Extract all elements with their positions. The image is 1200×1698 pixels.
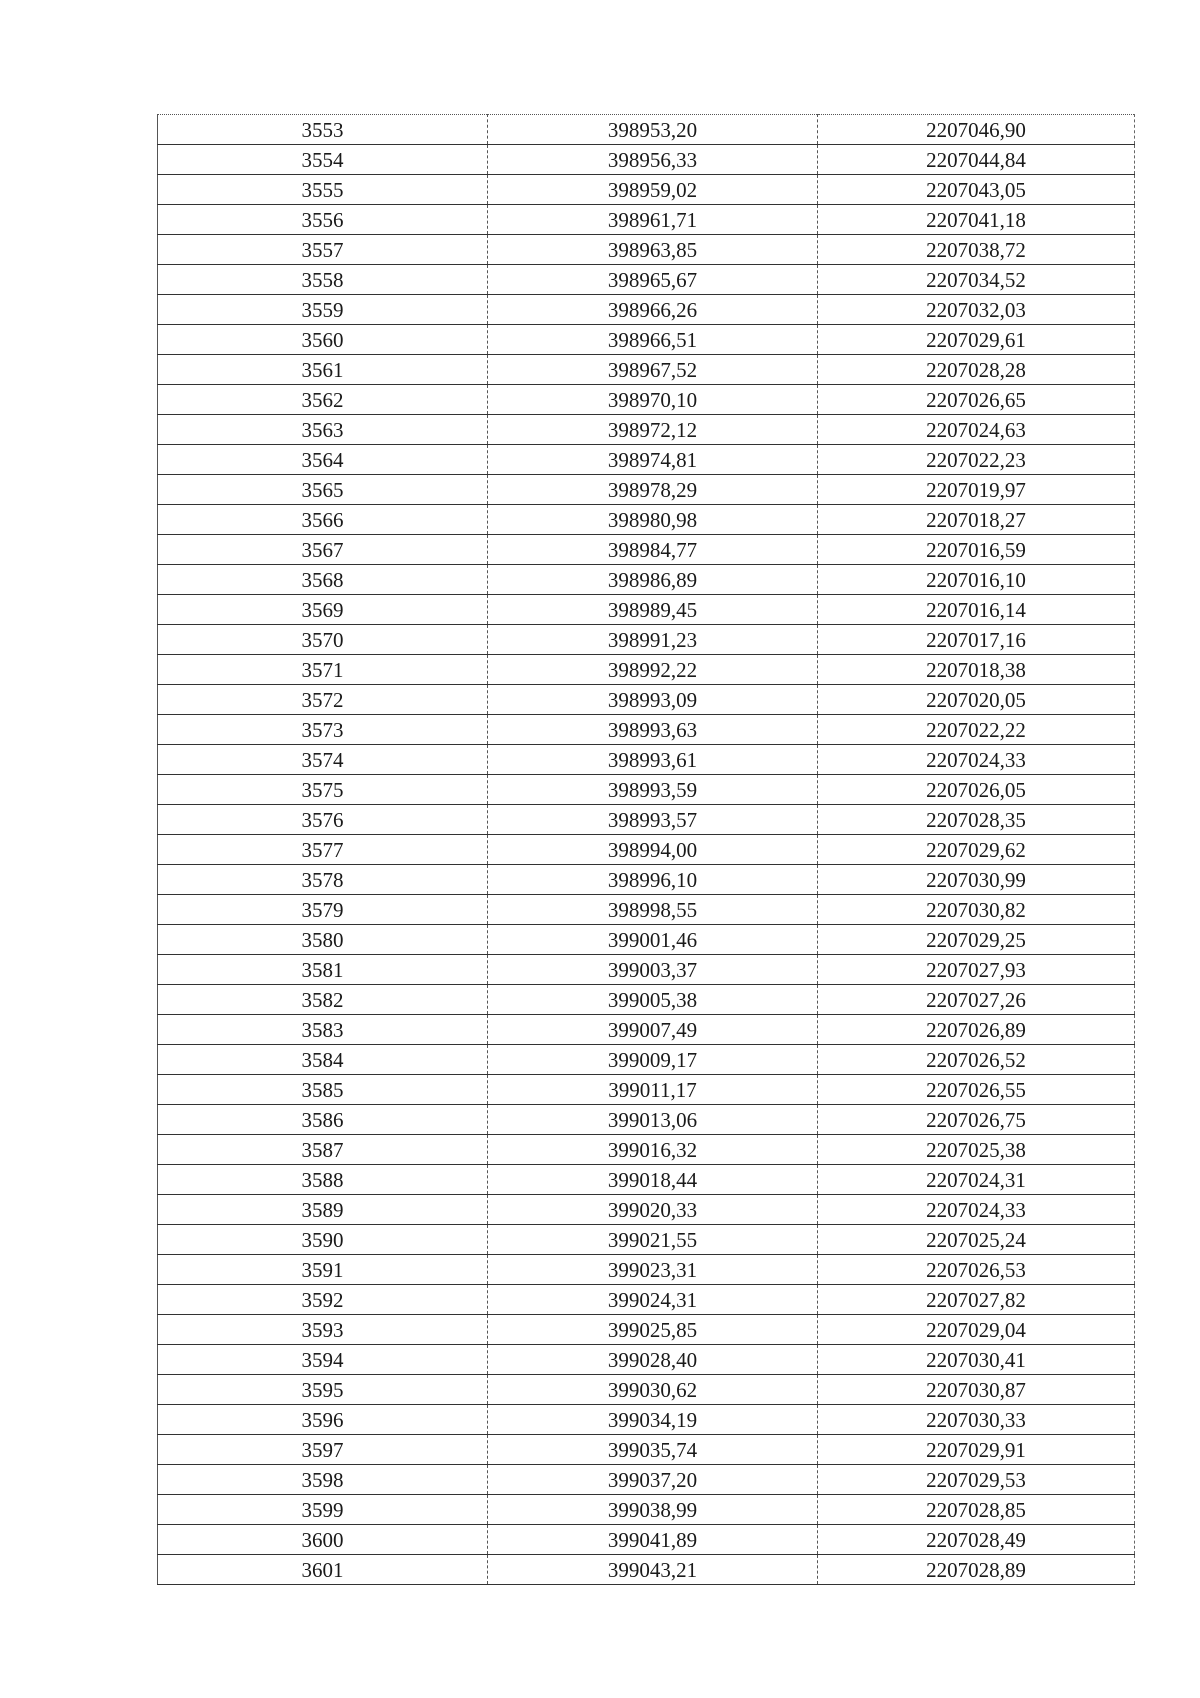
x-coordinate-cell: 399041,89 — [488, 1525, 818, 1555]
y-coordinate-cell: 2207029,61 — [818, 325, 1135, 355]
y-coordinate-cell: 2207019,97 — [818, 475, 1135, 505]
point-number-cell: 3570 — [158, 625, 488, 655]
table-row — [158, 985, 1135, 1015]
y-coordinate-cell: 2207024,63 — [818, 415, 1135, 445]
x-coordinate-cell: 399035,74 — [488, 1435, 818, 1465]
table-row — [158, 475, 1135, 505]
point-number-cell: 3590 — [158, 1225, 488, 1255]
y-coordinate-cell: 2207043,05 — [818, 175, 1135, 205]
x-coordinate-cell: 399009,17 — [488, 1045, 818, 1075]
coordinates-table — [157, 114, 1135, 1585]
x-coordinate-cell: 399020,33 — [488, 1195, 818, 1225]
table-row — [158, 505, 1135, 535]
x-coordinate-cell: 398993,09 — [488, 685, 818, 715]
y-coordinate-cell: 2207024,33 — [818, 745, 1135, 775]
x-coordinate-cell: 398984,77 — [488, 535, 818, 565]
table-row — [158, 325, 1135, 355]
x-coordinate-cell: 399003,37 — [488, 955, 818, 985]
y-coordinate-cell: 2207027,26 — [818, 985, 1135, 1015]
y-coordinate-cell: 2207026,53 — [818, 1255, 1135, 1285]
point-number-cell: 3586 — [158, 1105, 488, 1135]
point-number-cell: 3565 — [158, 475, 488, 505]
x-coordinate-cell: 399018,44 — [488, 1165, 818, 1195]
x-coordinate-cell: 398978,29 — [488, 475, 818, 505]
table-row — [158, 745, 1135, 775]
point-number-cell: 3577 — [158, 835, 488, 865]
y-coordinate-cell: 2207024,33 — [818, 1195, 1135, 1225]
y-coordinate-cell: 2207032,03 — [818, 295, 1135, 325]
y-coordinate-cell: 2207026,89 — [818, 1015, 1135, 1045]
point-number-cell: 3557 — [158, 235, 488, 265]
point-number-cell: 3598 — [158, 1465, 488, 1495]
x-coordinate-cell: 398965,67 — [488, 265, 818, 295]
table-row — [158, 1195, 1135, 1225]
x-coordinate-cell: 398994,00 — [488, 835, 818, 865]
x-coordinate-cell: 399005,38 — [488, 985, 818, 1015]
point-number-cell: 3561 — [158, 355, 488, 385]
x-coordinate-cell: 399024,31 — [488, 1285, 818, 1315]
table-row — [158, 235, 1135, 265]
x-coordinate-cell: 398992,22 — [488, 655, 818, 685]
point-number-cell: 3595 — [158, 1375, 488, 1405]
x-coordinate-cell: 398991,23 — [488, 625, 818, 655]
x-coordinate-cell: 398963,85 — [488, 235, 818, 265]
table-row — [158, 1135, 1135, 1165]
y-coordinate-cell: 2207028,28 — [818, 355, 1135, 385]
y-coordinate-cell: 2207041,18 — [818, 205, 1135, 235]
table-row — [158, 835, 1135, 865]
point-number-cell: 3558 — [158, 265, 488, 295]
x-coordinate-cell: 398966,26 — [488, 295, 818, 325]
point-number-cell: 3587 — [158, 1135, 488, 1165]
table-row — [158, 955, 1135, 985]
point-number-cell: 3559 — [158, 295, 488, 325]
point-number-cell: 3575 — [158, 775, 488, 805]
table-row — [158, 655, 1135, 685]
table-row — [158, 295, 1135, 325]
point-number-cell: 3560 — [158, 325, 488, 355]
y-coordinate-cell: 2207020,05 — [818, 685, 1135, 715]
y-coordinate-cell: 2207030,41 — [818, 1345, 1135, 1375]
point-number-cell: 3564 — [158, 445, 488, 475]
table-row — [158, 715, 1135, 745]
x-coordinate-cell: 398956,33 — [488, 145, 818, 175]
y-coordinate-cell: 2207022,22 — [818, 715, 1135, 745]
x-coordinate-cell: 398993,63 — [488, 715, 818, 745]
y-coordinate-cell: 2207016,14 — [818, 595, 1135, 625]
y-coordinate-cell: 2207029,25 — [818, 925, 1135, 955]
table-row — [158, 175, 1135, 205]
point-number-cell: 3589 — [158, 1195, 488, 1225]
y-coordinate-cell: 2207024,31 — [818, 1165, 1135, 1195]
point-number-cell: 3578 — [158, 865, 488, 895]
y-coordinate-cell: 2207028,89 — [818, 1555, 1135, 1585]
x-coordinate-cell: 399001,46 — [488, 925, 818, 955]
x-coordinate-cell: 398986,89 — [488, 565, 818, 595]
x-coordinate-cell: 399007,49 — [488, 1015, 818, 1045]
y-coordinate-cell: 2207028,49 — [818, 1525, 1135, 1555]
y-coordinate-cell: 2207022,23 — [818, 445, 1135, 475]
table-row — [158, 925, 1135, 955]
point-number-cell: 3580 — [158, 925, 488, 955]
coordinates-table-body — [158, 115, 1135, 1585]
y-coordinate-cell: 2207025,24 — [818, 1225, 1135, 1255]
y-coordinate-cell: 2207028,35 — [818, 805, 1135, 835]
y-coordinate-cell: 2207034,52 — [818, 265, 1135, 295]
y-coordinate-cell: 2207030,82 — [818, 895, 1135, 925]
table-row — [158, 355, 1135, 385]
point-number-cell: 3585 — [158, 1075, 488, 1105]
x-coordinate-cell: 398998,55 — [488, 895, 818, 925]
table-row — [158, 1555, 1135, 1585]
x-coordinate-cell: 398996,10 — [488, 865, 818, 895]
point-number-cell: 3593 — [158, 1315, 488, 1345]
point-number-cell: 3568 — [158, 565, 488, 595]
table-row — [158, 775, 1135, 805]
x-coordinate-cell: 399034,19 — [488, 1405, 818, 1435]
point-number-cell: 3582 — [158, 985, 488, 1015]
point-number-cell: 3566 — [158, 505, 488, 535]
point-number-cell: 3562 — [158, 385, 488, 415]
point-number-cell: 3567 — [158, 535, 488, 565]
table-row — [158, 205, 1135, 235]
point-number-cell: 3591 — [158, 1255, 488, 1285]
x-coordinate-cell: 398966,51 — [488, 325, 818, 355]
table-row — [158, 1255, 1135, 1285]
point-number-cell: 3581 — [158, 955, 488, 985]
point-number-cell: 3601 — [158, 1555, 488, 1585]
table-row — [158, 1465, 1135, 1495]
y-coordinate-cell: 2207025,38 — [818, 1135, 1135, 1165]
x-coordinate-cell: 399028,40 — [488, 1345, 818, 1375]
point-number-cell: 3584 — [158, 1045, 488, 1075]
point-number-cell: 3596 — [158, 1405, 488, 1435]
x-coordinate-cell: 399043,21 — [488, 1555, 818, 1585]
y-coordinate-cell: 2207016,10 — [818, 565, 1135, 595]
table-row — [158, 1015, 1135, 1045]
point-number-cell: 3599 — [158, 1495, 488, 1525]
x-coordinate-cell: 399016,32 — [488, 1135, 818, 1165]
point-number-cell: 3597 — [158, 1435, 488, 1465]
table-row — [158, 1165, 1135, 1195]
table-row — [158, 595, 1135, 625]
table-row — [158, 1405, 1135, 1435]
x-coordinate-cell: 398967,52 — [488, 355, 818, 385]
table-row — [158, 115, 1135, 145]
y-coordinate-cell: 2207016,59 — [818, 535, 1135, 565]
y-coordinate-cell: 2207029,91 — [818, 1435, 1135, 1465]
x-coordinate-cell: 398961,71 — [488, 205, 818, 235]
table-row — [158, 1345, 1135, 1375]
table-row — [158, 805, 1135, 835]
point-number-cell: 3555 — [158, 175, 488, 205]
table-row — [158, 1285, 1135, 1315]
table-row — [158, 145, 1135, 175]
table-row — [158, 415, 1135, 445]
x-coordinate-cell: 398970,10 — [488, 385, 818, 415]
table-row — [158, 385, 1135, 415]
point-number-cell: 3576 — [158, 805, 488, 835]
table-row — [158, 685, 1135, 715]
y-coordinate-cell: 2207027,93 — [818, 955, 1135, 985]
table-row — [158, 1225, 1135, 1255]
x-coordinate-cell: 398974,81 — [488, 445, 818, 475]
y-coordinate-cell: 2207038,72 — [818, 235, 1135, 265]
x-coordinate-cell: 398953,20 — [488, 115, 818, 145]
table-row — [158, 1105, 1135, 1135]
point-number-cell: 3572 — [158, 685, 488, 715]
table-row — [158, 1315, 1135, 1345]
point-number-cell: 3583 — [158, 1015, 488, 1045]
x-coordinate-cell: 399011,17 — [488, 1075, 818, 1105]
point-number-cell: 3563 — [158, 415, 488, 445]
point-number-cell: 3553 — [158, 115, 488, 145]
y-coordinate-cell: 2207029,53 — [818, 1465, 1135, 1495]
y-coordinate-cell: 2207030,87 — [818, 1375, 1135, 1405]
point-number-cell: 3592 — [158, 1285, 488, 1315]
x-coordinate-cell: 399023,31 — [488, 1255, 818, 1285]
y-coordinate-cell: 2207026,65 — [818, 385, 1135, 415]
x-coordinate-cell: 398993,57 — [488, 805, 818, 835]
x-coordinate-cell: 398993,61 — [488, 745, 818, 775]
table-row — [158, 1375, 1135, 1405]
y-coordinate-cell: 2207028,85 — [818, 1495, 1135, 1525]
x-coordinate-cell: 398993,59 — [488, 775, 818, 805]
y-coordinate-cell: 2207030,33 — [818, 1405, 1135, 1435]
table-row — [158, 535, 1135, 565]
y-coordinate-cell: 2207026,52 — [818, 1045, 1135, 1075]
x-coordinate-cell: 398980,98 — [488, 505, 818, 535]
x-coordinate-cell: 398972,12 — [488, 415, 818, 445]
point-number-cell: 3569 — [158, 595, 488, 625]
table-row — [158, 625, 1135, 655]
y-coordinate-cell: 2207044,84 — [818, 145, 1135, 175]
y-coordinate-cell: 2207017,16 — [818, 625, 1135, 655]
x-coordinate-cell: 399038,99 — [488, 1495, 818, 1525]
table-row — [158, 265, 1135, 295]
point-number-cell: 3556 — [158, 205, 488, 235]
x-coordinate-cell: 399013,06 — [488, 1105, 818, 1135]
point-number-cell: 3600 — [158, 1525, 488, 1555]
y-coordinate-cell: 2207018,38 — [818, 655, 1135, 685]
table-row — [158, 1045, 1135, 1075]
x-coordinate-cell: 399037,20 — [488, 1465, 818, 1495]
table-row — [158, 1075, 1135, 1105]
y-coordinate-cell: 2207029,62 — [818, 835, 1135, 865]
x-coordinate-cell: 399030,62 — [488, 1375, 818, 1405]
table-row — [158, 565, 1135, 595]
y-coordinate-cell: 2207029,04 — [818, 1315, 1135, 1345]
y-coordinate-cell: 2207027,82 — [818, 1285, 1135, 1315]
y-coordinate-cell: 2207030,99 — [818, 865, 1135, 895]
table-row — [158, 445, 1135, 475]
y-coordinate-cell: 2207026,55 — [818, 1075, 1135, 1105]
point-number-cell: 3588 — [158, 1165, 488, 1195]
point-number-cell: 3594 — [158, 1345, 488, 1375]
y-coordinate-cell: 2207018,27 — [818, 505, 1135, 535]
point-number-cell: 3579 — [158, 895, 488, 925]
table-row — [158, 1525, 1135, 1555]
point-number-cell: 3554 — [158, 145, 488, 175]
x-coordinate-cell: 398989,45 — [488, 595, 818, 625]
x-coordinate-cell: 399025,85 — [488, 1315, 818, 1345]
table-row — [158, 1495, 1135, 1525]
table-row — [158, 1435, 1135, 1465]
x-coordinate-cell: 399021,55 — [488, 1225, 818, 1255]
point-number-cell: 3573 — [158, 715, 488, 745]
table-row — [158, 865, 1135, 895]
table-row — [158, 895, 1135, 925]
y-coordinate-cell: 2207026,05 — [818, 775, 1135, 805]
point-number-cell: 3574 — [158, 745, 488, 775]
x-coordinate-cell: 398959,02 — [488, 175, 818, 205]
y-coordinate-cell: 2207026,75 — [818, 1105, 1135, 1135]
point-number-cell: 3571 — [158, 655, 488, 685]
y-coordinate-cell: 2207046,90 — [818, 115, 1135, 145]
